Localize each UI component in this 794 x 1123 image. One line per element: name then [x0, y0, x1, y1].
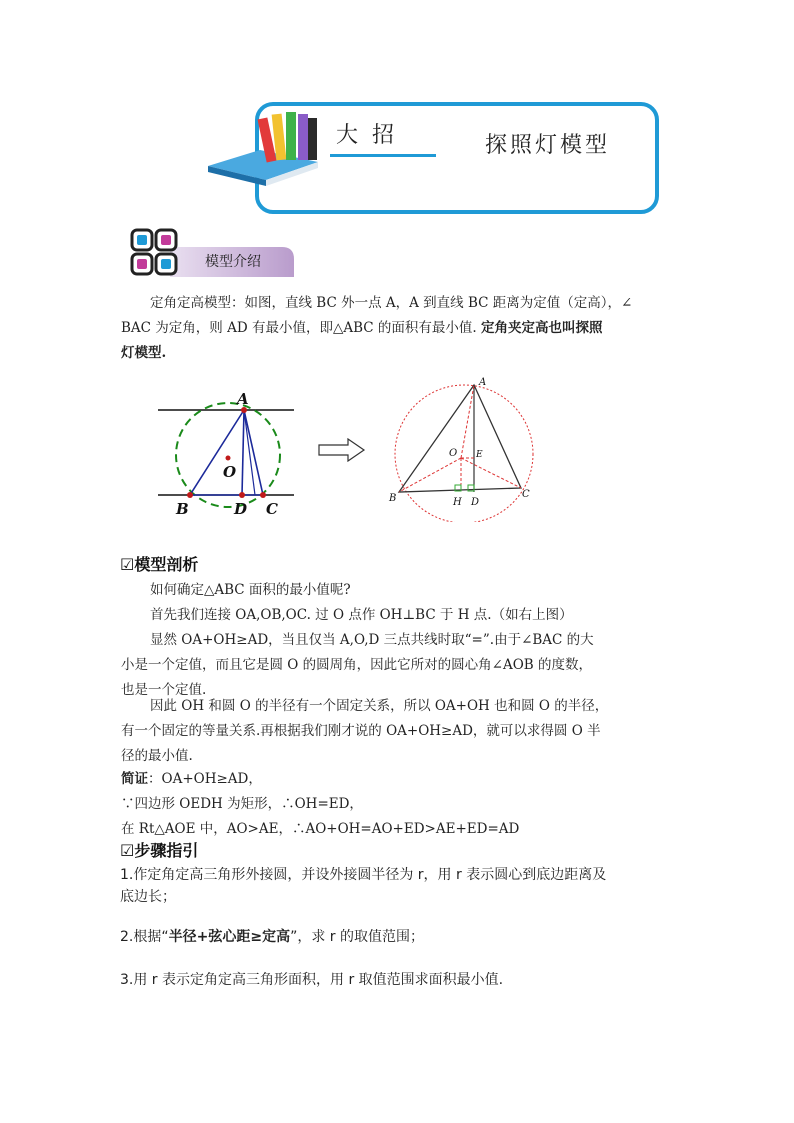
books-icon — [200, 108, 330, 186]
left-figure — [150, 380, 300, 520]
step-2 — [120, 926, 424, 948]
analysis-p3b: 小是一个定值，而且它是圆 O 的圆周角，因此它所对的圆心角∠AOB 的度数， — [121, 657, 592, 673]
banner-tag: 大招 — [336, 123, 409, 148]
step-3: 3.用 r 表示定角定高三角形面积，用 r 取值范围求面积最小值. — [120, 972, 504, 988]
intro-line-1: 定角定高模型：如图，直线 BC 外一点 A，A 到直线 BC 距离为定值（定高），∠ — [150, 295, 633, 311]
step-2-bold: 半径+弦心距≥定高 — [168, 929, 291, 945]
proof-label: 简证 — [121, 771, 148, 787]
banner-underline — [330, 154, 436, 157]
intro-line-2-bold: 定角夹定高也叫探照 — [480, 320, 603, 336]
label-B-right: B — [389, 493, 397, 504]
intro-line-2 — [121, 316, 602, 341]
step-2-post: ”，求 r 的取值范围； — [290, 929, 425, 945]
analysis-heading: ☑模型剖析 — [120, 555, 199, 574]
label-D: D — [234, 500, 248, 518]
step-2-pre: 2.根据“ — [120, 929, 169, 945]
label-O: O — [223, 463, 237, 481]
intro-line-3: 灯模型. — [121, 345, 167, 361]
step-1a: 1.作定角定高三角形外接圆，并设外接圆半径为 r，用 r 表示圆心到底边距离及 — [120, 867, 607, 883]
proof-line-1 — [121, 767, 262, 792]
steps-heading: ☑步骤指引 — [120, 841, 199, 860]
analysis-p2: 首先我们连接 OA,OB,OC. 过 O 点作 OH⊥BC 于 H 点.（如右上图） — [150, 607, 573, 623]
label-A: A — [237, 390, 249, 408]
proof-line-1-text: ：OA+OH≥AD， — [148, 771, 262, 787]
label-A-right: A — [479, 377, 487, 388]
label-C: C — [266, 500, 278, 518]
analysis-p4a — [150, 694, 608, 719]
label-B: B — [176, 500, 189, 518]
page-title: 探照灯模型 — [485, 133, 611, 158]
arrow-right-icon — [318, 438, 366, 462]
intro-line-2-text: BAC 为定角，则 AD 有最小值，即△ABC 的面积有最小值. — [121, 320, 477, 336]
analysis-p4b: 有一个固定的等量关系.再根据我们刚才说的 OA+OH≥AD，就可以求得圆 O 半 — [121, 723, 601, 739]
model-squares-icon — [130, 228, 178, 276]
right-figure — [385, 372, 545, 522]
label-O-right: O — [449, 448, 458, 459]
label-D-right: D — [471, 497, 480, 508]
proof-line-3: 在 Rt△AOE 中，AO>AE，∴AO+OH=AO+ED>AE+ED=AD — [121, 821, 520, 837]
label-E-right: E — [476, 450, 483, 460]
label-H-right: H — [453, 497, 462, 508]
analysis-p1: 如何确定△ABC 面积的最小值呢? — [150, 582, 351, 598]
analysis-p4c: 径的最小值. — [121, 748, 193, 764]
analysis-p4a-text: 因此 OH 和圆 O 的半径有一个固定关系，所以 OA+OH 也和圆 O 的半径， — [150, 698, 609, 714]
step-1b: 底边长； — [120, 889, 176, 905]
label-C-right: C — [522, 489, 530, 500]
section-tag-label: 模型介绍 — [205, 254, 261, 270]
analysis-p3c: 也是一个定值. — [121, 682, 207, 698]
analysis-p3a: 显然 OA+OH≥AD，当且仅当 A,O,D 三点共线时取“=”.由于∠BAC 的大 — [150, 632, 594, 648]
proof-line-2: ∵四边形 OEDH 为矩形，∴OH=ED， — [121, 796, 363, 812]
